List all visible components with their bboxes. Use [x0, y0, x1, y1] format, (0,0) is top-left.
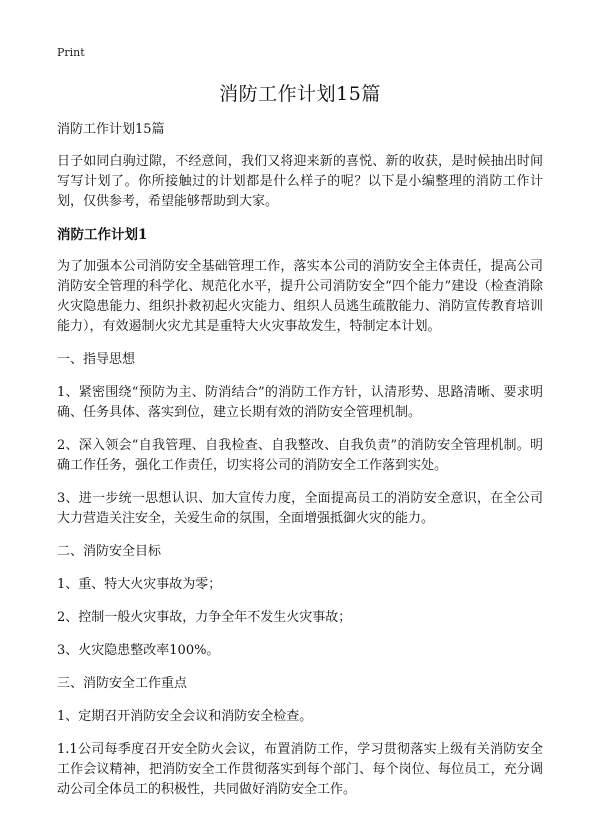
paragraph: 二、消防安全目标 [57, 544, 162, 559]
paragraph: 3、进一步统一思想认识、加大宣传力度，全面提高员工的消防安全意识，在全公司大力营造关注安全，关爱生命的氛围，全面增强抵御火灾的能力。 [57, 491, 543, 526]
page-title: 消防工作计划15篇 [219, 83, 381, 105]
document-body [57, 120, 543, 813]
paragraph: 三、消防安全工作重点 [57, 676, 188, 691]
paragraph: 1、定期召开消防安全会议和消防安全检查。 [57, 709, 313, 724]
paragraph: 3、火灾隐患整改率100%。 [57, 643, 220, 658]
intro-paragraph: 日子如同白驹过隙，不经意间，我们又将迎来新的喜悦、新的收获，是时候抽出时间写写计划了。你所接触过的计划都是什么样子的呢？以下是小编整理的消防工作计划，仅供参考，希望能够帮助到大家。 [57, 154, 543, 209]
paragraph: 为了加强本公司消防安全基础管理工作，落实本公司的消防安全主体责任，提高公司消防安全管理的科学化、规范化水平，提升公司消防安全“四个能力”建设（检查消除火灾隐患能力、组织扑救初起火灾能力、组织人员逃生疏散能力、消防宣传教育培训能力），有效遏制火灾尤其是重特大火灾事故发生，特制定本计划。 [57, 259, 543, 334]
section-heading: 消防工作计划1 [57, 227, 148, 243]
paragraph: 2、控制一般火灾事故，力争全年不发生火灾事故； [57, 610, 352, 625]
paragraph: 一、指导思想 [57, 352, 136, 367]
paragraph: 2、深入领会“自我管理、自我检查、自我整改、自我负责”的消防安全管理机制。明确工作任务，强化工作责任，切实将公司的消防安全工作落到实处。 [57, 438, 543, 473]
document-subtitle: 消防工作计划15篇 [57, 122, 165, 137]
paragraph: 1.1公司每季度召开安全防火会议，布置消防工作，学习贯彻落实上级有关消防安全工作会议精神，把消防安全工作贯彻落实到每个部门、每个岗位、每位员工，充分调动公司全体员工的积极性，共同做好消防安全工作。 [57, 742, 543, 797]
paragraph: 1、紧密围绕“预防为主、防消结合”的消防工作方针，认清形势、思路清晰、要求明确、任务具体、落实到位，建立长期有效的消防安全管理机制。 [57, 385, 543, 420]
paragraph: 1、重、特大火灾事故为零； [57, 577, 222, 592]
print-link[interactable]: Print [57, 46, 85, 59]
